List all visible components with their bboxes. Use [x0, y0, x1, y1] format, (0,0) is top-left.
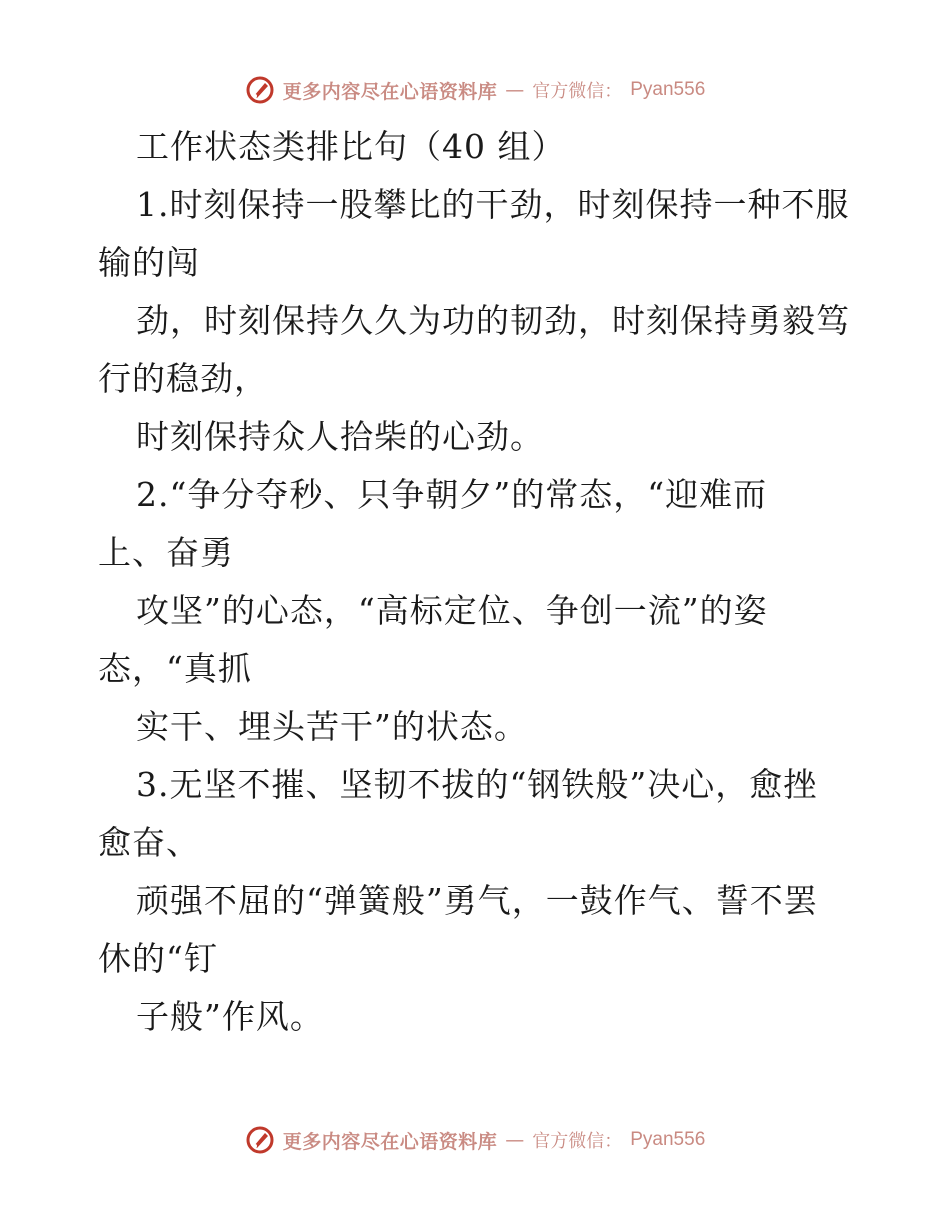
text-line: 1.时刻保持一股攀比的干劲，时刻保持一种不服: [136, 185, 850, 224]
text-line: 休的“钉: [98, 939, 218, 978]
banner-dash: —: [505, 79, 525, 101]
header-banner: [0, 70, 950, 110]
banner-wechat-label: 官方微信：: [532, 81, 623, 102]
banner-title: 更多内容尽在心语资料库: [282, 1130, 498, 1153]
text-line: 攻坚”的心态，“高标定位、争创一流”的姿: [136, 591, 768, 630]
text-line: 实干、埋头苦干”的状态。: [136, 707, 528, 746]
text-line: 态，“真抓: [98, 649, 252, 688]
document-body: [98, 118, 858, 1046]
text-line: 劲，时刻保持久久为功的韧劲，时刻保持勇毅笃: [136, 301, 850, 340]
document-title: 工作状态类排比句（40 组）: [136, 127, 566, 166]
banner-dash: —: [505, 1129, 525, 1151]
text-line: 2.“争分夺秒、只争朝夕”的常态，“迎难而: [136, 475, 768, 514]
banner-wechat-id: Pyan556: [630, 79, 706, 100]
banner-wechat-label: 官方微信：: [532, 1131, 623, 1152]
brand-logo-icon: [245, 75, 275, 105]
footer-banner: [0, 1120, 950, 1160]
text-line: 时刻保持众人拾柴的心劲。: [136, 417, 544, 456]
text-line: 顽强不屈的“弹簧般”勇气，一鼓作气、誓不罢: [136, 881, 818, 920]
text-line: 行的稳劲，: [98, 359, 268, 398]
text-line: 3.无坚不摧、坚韧不拔的“钢铁般”决心，愈挫: [136, 765, 818, 804]
text-line: 子般”作风。: [136, 997, 324, 1036]
text-line: 愈奋、: [98, 823, 200, 862]
text-line: 输的闯: [98, 243, 200, 282]
text-line: 上、奋勇: [98, 533, 234, 572]
brand-logo-icon: [245, 1125, 275, 1155]
banner-title: 更多内容尽在心语资料库: [282, 80, 498, 103]
banner-wechat-id: Pyan556: [630, 1129, 706, 1150]
